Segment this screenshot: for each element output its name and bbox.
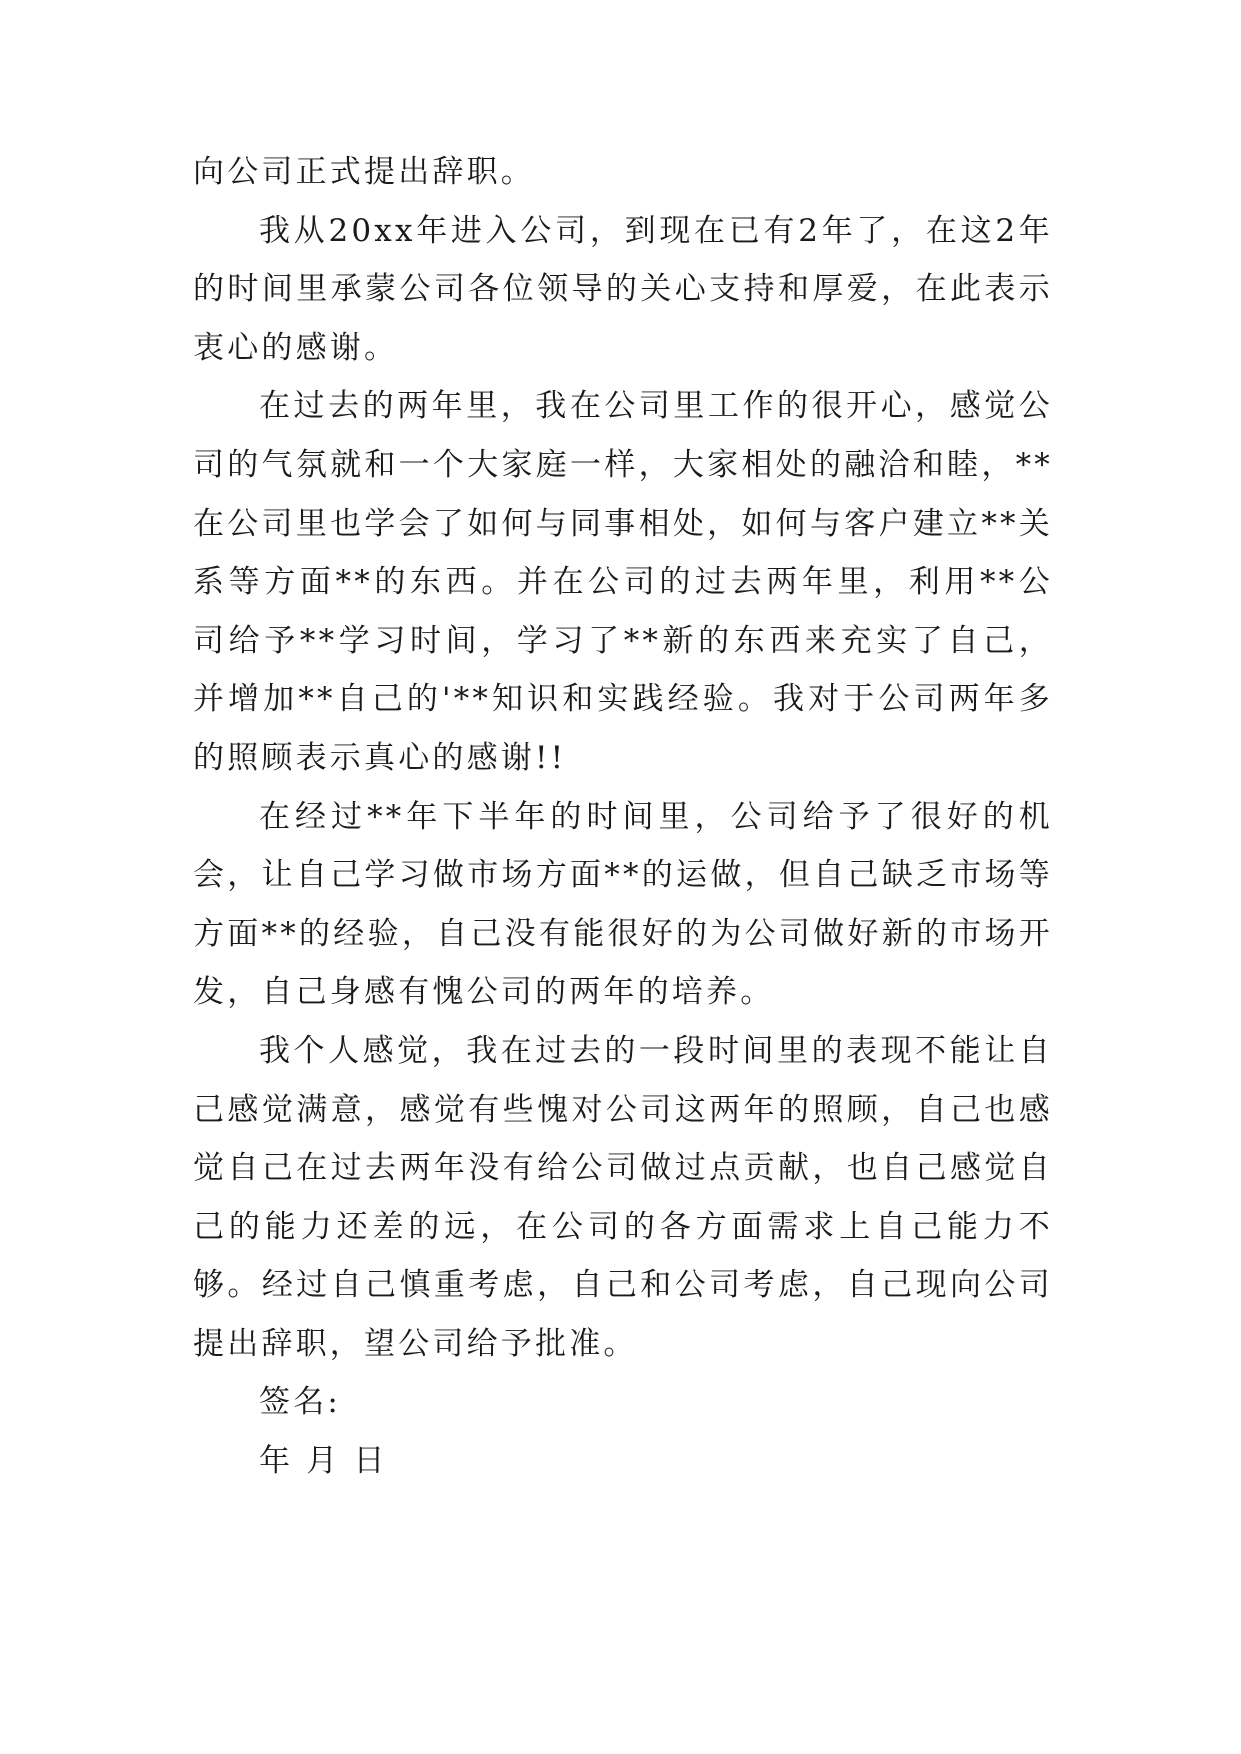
letter-body bbox=[193, 143, 1053, 1491]
paragraph-reflection: 我个人感觉，我在过去的一段时间里的表现不能让自己感觉满意，感觉有些愧对公司这两年的照顾，自己也感觉自己在过去两年没有给公司做过点贡献，也自己感觉自己的能力还差的远，在公司的各方面需求上自己能力不够。经过自己慎重考虑，自己和公司考虑，自己现向公司提出辞职，望公司给予批准。 bbox=[193, 1032, 1053, 1362]
paragraph-opening: 向公司正式提出辞职。 bbox=[193, 154, 535, 190]
paragraph-experience: 在过去的两年里，我在公司里工作的很开心，感觉公司的气氛就和一个大家庭一样，大家相处的融洽和睦，**在公司里也学会了如何与同事相处，如何与客户建立**关系等方面**的东西。并在公司的过去两年里，利用**公司给予**学习时间，学习了**新的东西来充实了自己，并增加**自己的'**知识和实践经验。我对于公司两年多的照顾表示真心的感谢!! bbox=[193, 388, 1053, 776]
paragraph-tenure: 我从20xx年进入公司，到现在已有2年了，在这2年的时间里承蒙公司各位领导的关心支持和厚爱，在此表示衷心的感谢。 bbox=[193, 212, 1053, 366]
date-label: 年 月 日 bbox=[259, 1443, 388, 1480]
signature-label: 签名: bbox=[259, 1384, 342, 1421]
paragraph-market: 在经过**年下半年的时间里，公司给予了很好的机会，让自己学习做市场方面**的运做，但自己缺乏市场等方面**的经验，自己没有能很好的为公司做好新的市场开发，自己身感有愧公司的两年的培养。 bbox=[193, 798, 1053, 1011]
